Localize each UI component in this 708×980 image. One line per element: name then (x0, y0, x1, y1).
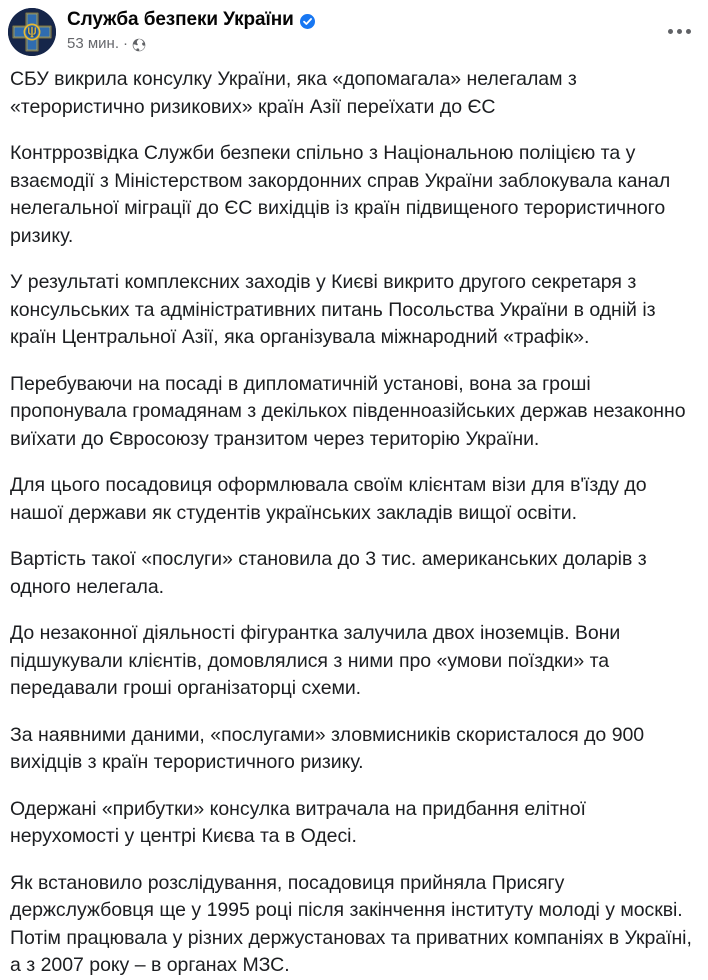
author-name-row (67, 9, 315, 31)
post-paragraph: Для цього посадовиця оформлювала своїм клієнтам візи для в'їзду до нашої держави як студентів українських закладів вищої освіти. (10, 474, 647, 524)
post-body (0, 62, 708, 980)
post-paragraph: Перебуваючи на посаді в дипломатичній установі, вона за гроші пропонувала громадянам з декількох південноазійських держав незаконно виїхати до Євросоюзу транзитом через територію України. (10, 372, 686, 450)
page-name[interactable]: Служба безпеки України (67, 9, 294, 30)
post-meta-row (67, 35, 315, 53)
post-paragraph: До незаконної діяльності фігурантка залучила двох іноземців. Вони підшукували клієнтів, домовлялися з ними про «умови поїздки» та передавали гроші організаторці схеми. (10, 622, 621, 699)
post-paragraph: Як встановило розслідування, посадовиця прийняла Присягу держслужбовця ще у 1995 році після закінчення інституту молоді у москві. Потім працювала у різних держустановах та приватних компаніях в Україні, а з 2007 року – в органах МЗС. (10, 871, 692, 976)
verified-badge-icon (300, 14, 315, 29)
post-header (0, 0, 708, 62)
meta-separator: · (123, 35, 128, 52)
dot (686, 29, 691, 34)
globe-public-icon[interactable] (132, 38, 146, 52)
post-paragraph: Вартість такої «послуги» становила до 3 тис. американських доларів з одного нелегала. (10, 548, 647, 598)
post-options-button[interactable] (662, 14, 696, 48)
post-paragraph: Одержані «прибутки» консулка витрачала на придбання елітної нерухомості у центрі Києва та в Одесі. (10, 797, 586, 847)
post-paragraph: Контррозвідка Служби безпеки спільно з Національною поліцією та у взаємодії з Міністерством закордонних справ України заблокувала канал нелегальної міграції до ЄС вихідців із країн підвищеного терористичного ризику. (10, 142, 671, 247)
post-paragraph-headline: СБУ викрила консулку України, яка «допомагала» нелегалам з «терористично ризикових» країн Азії переїхати до ЄС (10, 68, 577, 118)
timestamp[interactable]: 53 мин. (67, 35, 119, 52)
sbu-emblem-icon (8, 8, 56, 56)
dot (668, 29, 673, 34)
dot (677, 29, 682, 34)
header-text-block (67, 8, 315, 53)
post-paragraph: За наявними даними, «послугами» зловмисників скористалося до 900 вихідців з країн терористичного ризику. (10, 723, 645, 773)
avatar[interactable] (8, 8, 56, 56)
three-dots-icon (668, 29, 691, 34)
post-paragraph: У результаті комплексних заходів у Києві викрито другого секретаря з консульських та адміністративних питань Посольства України в одній із країн Центральної Азії, яка організувала міжнародний «трафік». (10, 271, 656, 348)
